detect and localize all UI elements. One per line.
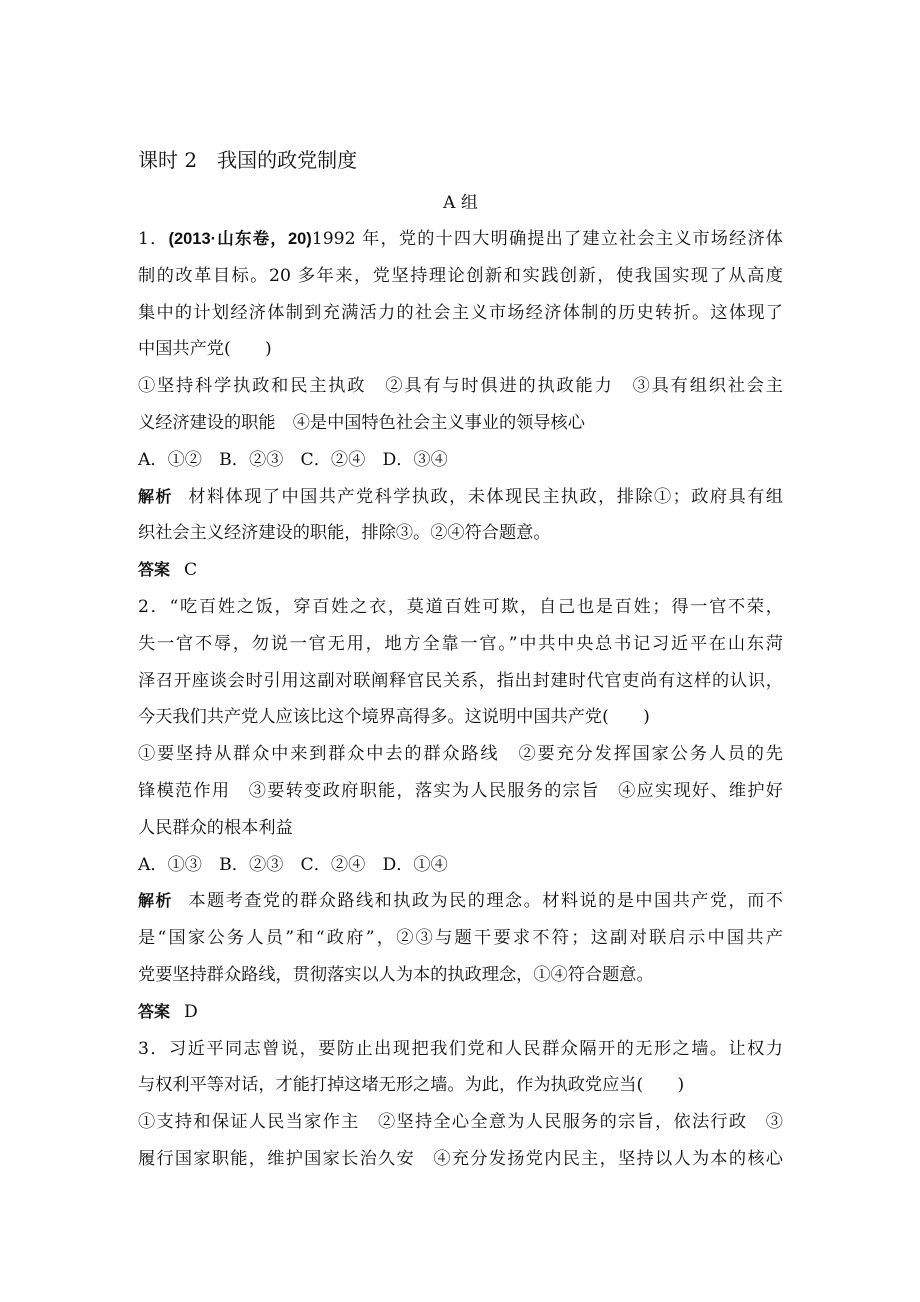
q1-source: (2013·山东卷，20) (168, 230, 312, 248)
q1-number: 1． (138, 229, 169, 249)
q1-analysis-line-2: 织社会主义经济建设的职能，排除③。②④符合题意。 (138, 523, 551, 544)
q3-option-line-1: ①支持和保证人民当家作主 ②坚持全心全意为人民服务的宗旨，依法行政 ③ (138, 1112, 783, 1133)
q1-answer-value: C (184, 560, 198, 581)
q3-option-line-2: 履行国家职能，维护国家长治久安 ④充分发扬党内民主，坚持以人为本的核心 (138, 1148, 783, 1169)
document-body (138, 221, 783, 1178)
q2-analysis-text-1: 本题考查党的群众路线和执政为民的理念。材料说的是中国共产党，而不 (186, 891, 783, 912)
q2-option-line-3: 人民群众的根本利益 (138, 817, 293, 838)
q2-option-line-2: 锋模范作用 ③要转变政府职能，落实为人民服务的宗旨 ④应实现好、维护好 (138, 780, 783, 801)
q1-analysis-text-1: 材料体现了中国共产党科学执政，未体现民主执政，排除①；政府具有组 (186, 486, 783, 507)
q1-answer (138, 552, 783, 589)
q1-stem-1: 1992 年，党的十四大明确提出了建立社会主义市场经济体 (311, 229, 783, 249)
q1-line-1 (138, 221, 783, 258)
q3-stem-2: 与权利平等对话，才能打掉这堵无形之墙。为此，作为执政党应当( ) (138, 1075, 685, 1096)
q2-number: 2． (138, 596, 170, 617)
q1-choices: A．①② B．②③ C．②④ D．③④ (138, 449, 448, 470)
q2-answer-value: D (184, 1001, 198, 1022)
q2-option-line-1: ①要坚持从群众中来到群众中去的群众路线 ②要充分发挥国家公务人员的先 (138, 744, 783, 765)
q2-analysis-line-1 (138, 883, 783, 920)
q3-number: 3． (138, 1038, 170, 1059)
q1-analysis-label: 解析 (138, 486, 173, 506)
q1-answer-label: 答案 (138, 560, 171, 580)
q2-analysis-line-2: 是“国家公务人员”和“政府”，②③与题干要求不符；这副对联启示中国共产 (138, 928, 783, 949)
q2-analysis-line-3: 党要坚持群众路线，贯彻落实以人为本的执政理念，①④符合题意。 (138, 964, 654, 985)
q2-choices: A．①③ B．②③ C．②④ D．①④ (138, 854, 448, 875)
q2-analysis-label: 解析 (138, 891, 173, 911)
q2-answer (138, 994, 783, 1031)
q2-line-1 (138, 589, 783, 626)
q1-option-line-2: 义经济建设的职能 ④是中国特色社会主义事业的领导核心 (138, 412, 585, 433)
q1-stem-2: 制的改革目标。20 多年来，党坚持理论创新和实践创新，使我国实现了从高度 (138, 265, 783, 286)
q1-stem-4: 中国共产党( ) (138, 339, 272, 360)
page-title: 课时 2 我国的政党制度 (138, 148, 358, 172)
q2-stem-4: 今天我们共产党人应该比这个境界高得多。这说明中国共产党( ) (138, 707, 650, 728)
q2-answer-label: 答案 (138, 1001, 171, 1021)
q2-stem-2: 失一官不辱，勿说一官无用，地方全靠一官。”中共中央总书记习近平在山东菏 (138, 633, 783, 654)
q3-stem-1: 习近平同志曾说，要防止出现把我们党和人民群众隔开的无形之墙。让权力 (169, 1038, 783, 1059)
q2-stem-1: “吃百姓之饭，穿百姓之衣，莫道百姓可欺，自己也是百姓；得一官不荣， (169, 596, 783, 617)
group-heading: A 组 (443, 193, 478, 213)
q1-stem-3: 集中的计划经济体制到充满活力的社会主义市场经济体制的历史转折。这体现了 (138, 302, 783, 323)
q1-option-line-1: ①坚持科学执政和民主执政 ②具有与时俱进的执政能力 ③具有组织社会主 (138, 376, 783, 397)
q3-line-1 (138, 1031, 783, 1068)
q1-analysis-line-1 (138, 479, 783, 516)
q2-stem-3: 泽召开座谈会时引用这副对联阐释官民关系，指出封建时代官吏尚有这样的认识， (138, 670, 783, 691)
